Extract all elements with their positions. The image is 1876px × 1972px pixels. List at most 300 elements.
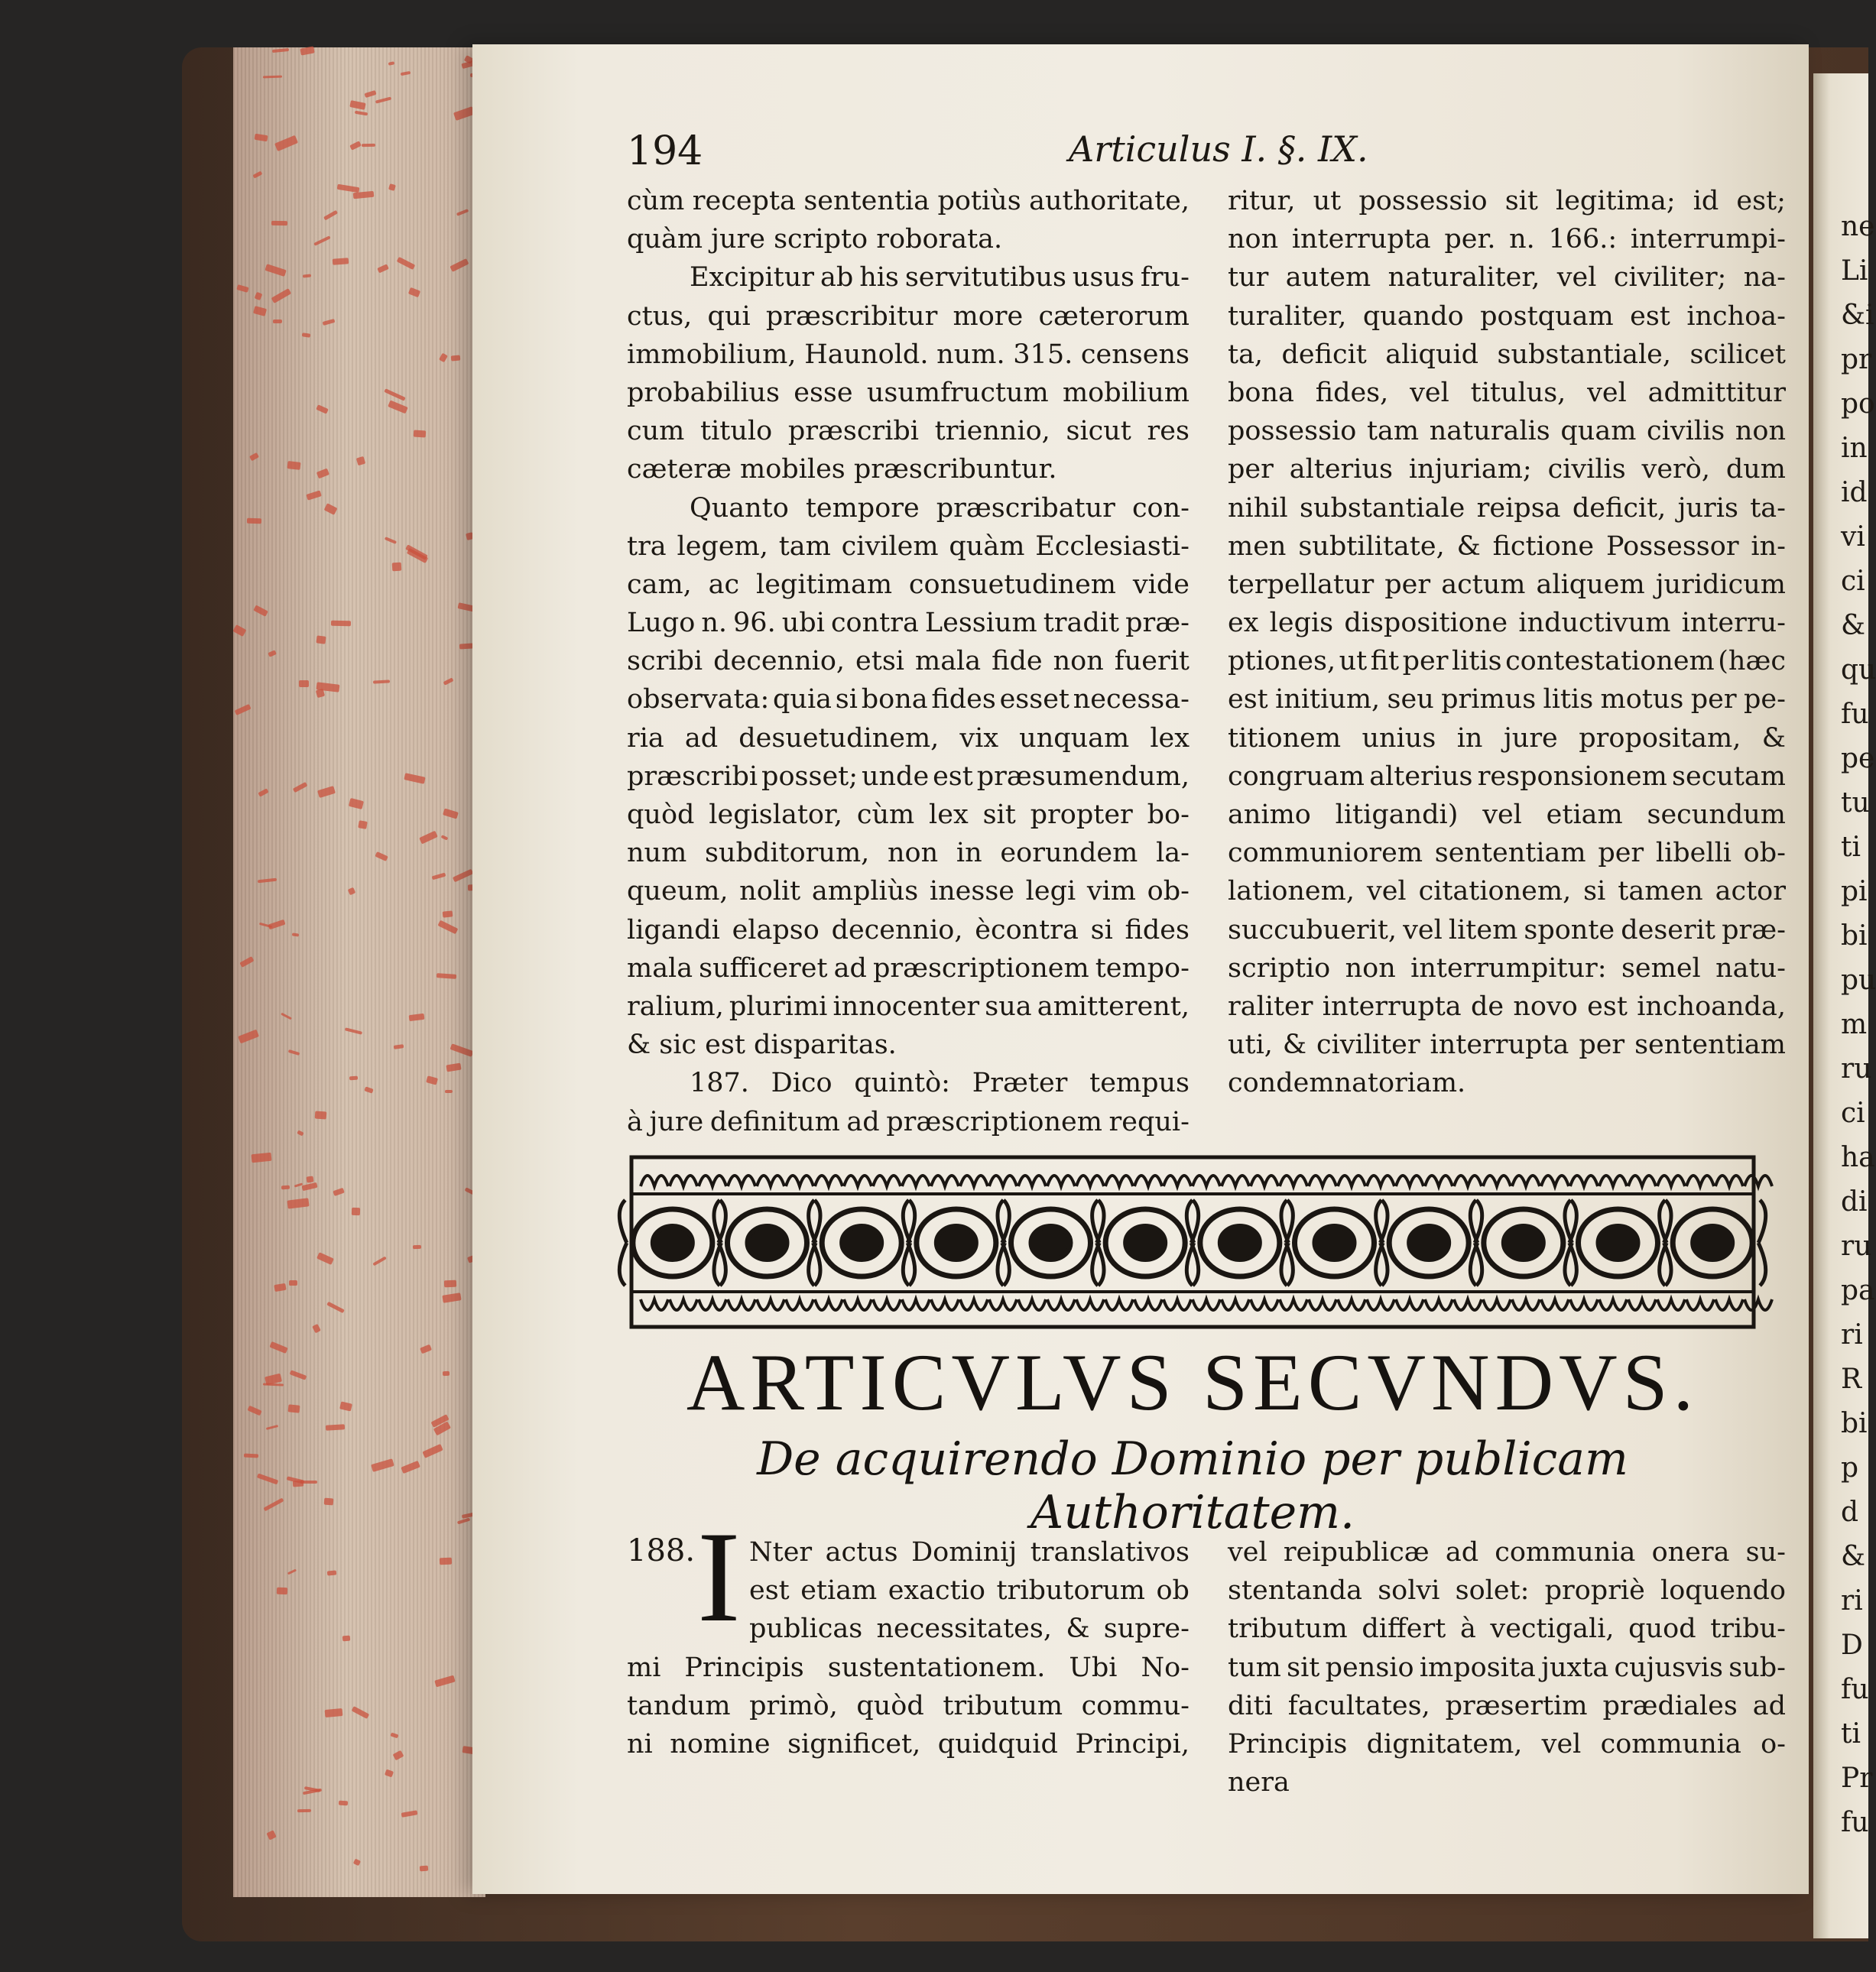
edge-speck (456, 209, 469, 216)
ornament-scroll (1512, 1299, 1540, 1310)
text-line: quàm jure scripto roborata. (627, 224, 1003, 255)
ornament-scroll (815, 1176, 842, 1186)
edge-speck (302, 333, 311, 339)
facing-page-letter: & (1841, 1541, 1866, 1572)
edge-speck (339, 1800, 348, 1805)
ornament-scroll (1134, 1176, 1162, 1186)
edge-speck (444, 1280, 456, 1286)
edge-speck (268, 920, 287, 930)
ornament-scroll (1222, 1299, 1249, 1310)
ornament-scroll (1222, 1176, 1249, 1186)
facing-page-letter: pr (1841, 344, 1872, 375)
text-line: queum, nolit ampliùs inesse legi vim ob- (627, 876, 1190, 907)
edge-speck (385, 1769, 394, 1777)
edge-speck (349, 141, 362, 150)
edge-speck (443, 910, 453, 917)
ornament-scroll (1047, 1299, 1075, 1310)
ornament-scroll (1425, 1176, 1452, 1186)
ornament-scroll (989, 1176, 1017, 1186)
ornament-medallion-center (1031, 1226, 1071, 1260)
ornament-scroll (1105, 1299, 1133, 1310)
text-line: ritur, ut possessio sit legitima; id est; (1228, 186, 1786, 216)
text-line: cæteræ mobiles præscribuntur. (627, 454, 1057, 485)
edge-speck (348, 887, 356, 896)
ornament-scroll (1338, 1176, 1365, 1186)
edge-speck (331, 621, 351, 626)
section-left-column (627, 1533, 1190, 1763)
text-line: Quanto tempore præscribatur con- (690, 492, 1190, 524)
edge-speck (450, 259, 469, 273)
text-line: cum titulo præscribi triennio, sicut res (627, 416, 1190, 447)
ornament-scroll (641, 1299, 668, 1310)
ornament-scroll (1657, 1299, 1685, 1310)
ornament-scroll (786, 1176, 813, 1186)
ornament-scroll (1396, 1299, 1423, 1310)
edge-speck (409, 1014, 424, 1021)
edge-speck (324, 1708, 342, 1717)
ornament-scroll (1047, 1176, 1075, 1186)
edge-speck (339, 1402, 352, 1413)
ornament-medallion-center (1504, 1226, 1543, 1260)
text-line: communiorem sententiam per libelli ob- (1228, 838, 1786, 869)
edge-speck (351, 1706, 368, 1719)
ornament-scroll (844, 1176, 871, 1186)
facing-page-letter: vi (1841, 521, 1865, 553)
edge-speck (365, 1086, 374, 1093)
text-line: publicas necessitates, & supre- (749, 1614, 1190, 1645)
ornament-scroll (1483, 1299, 1511, 1310)
edge-speck (413, 430, 425, 438)
edge-speck (355, 456, 365, 465)
edge-speck (253, 605, 268, 617)
edge-speck (378, 264, 389, 273)
facing-page-letter: po (1841, 388, 1875, 420)
edge-speck (441, 835, 449, 840)
ornament-scroll (1599, 1299, 1627, 1310)
edge-speck (249, 452, 259, 462)
text-line: & sic est disparitas. (627, 1030, 897, 1061)
book-page (472, 44, 1809, 1894)
drop-cap: I (697, 1505, 741, 1649)
ornament-scroll (699, 1176, 726, 1186)
edge-speck (244, 1454, 258, 1458)
facing-page-letter: ri (1841, 1319, 1863, 1351)
text-line: nihil substantiale reipsa deficit, juris ta- (1228, 492, 1786, 524)
facing-page-letter: Pr (1841, 1763, 1873, 1794)
ornament-medallion-center (1598, 1226, 1638, 1260)
running-head: Articulus I. §. IX. (1069, 128, 1368, 170)
ornament-medallion-center (842, 1226, 881, 1260)
ornament-scroll (1280, 1299, 1307, 1310)
text-line: ctus, qui præscribitur more cæterorum (627, 300, 1190, 332)
edge-speck (350, 100, 367, 110)
edge-speck (300, 46, 314, 55)
edge-speck (459, 643, 473, 649)
text-line: possessio tam naturalis quam civilis non (1228, 416, 1786, 447)
edge-speck (254, 134, 268, 142)
edge-speck (453, 106, 475, 121)
edge-speck (287, 461, 301, 470)
ornament-scroll (1745, 1299, 1772, 1310)
edge-speck (306, 491, 322, 501)
text-line: observata: quia si bona fides esset necessa- (627, 684, 1190, 715)
edge-speck (333, 258, 349, 265)
ornament-scroll (815, 1299, 842, 1310)
edge-speck (326, 1302, 345, 1314)
edge-speck (263, 1497, 284, 1511)
edge-speck (390, 1732, 398, 1738)
text-line: stentanda solvi solet: propriè loquendo (1228, 1575, 1786, 1607)
edge-speck (252, 171, 262, 179)
text-line: tra legem, tam civilem quàm Ecclesiasti- (627, 530, 1190, 562)
text-line: vel reipublicæ ad communia onera su- (1228, 1537, 1786, 1568)
text-line: scriptio non interrumpitur: semel natu- (1228, 952, 1786, 984)
edge-speck (271, 221, 287, 225)
edge-speck (272, 48, 289, 53)
text-line: animo litigandi) vel etiam secundum (1228, 800, 1786, 830)
edge-speck (440, 1558, 453, 1565)
ornament-scroll (1396, 1176, 1423, 1186)
edge-speck (324, 1497, 333, 1505)
edge-speck (353, 1859, 361, 1867)
edge-speck (434, 1675, 455, 1688)
facing-page-letter: fu (1841, 1807, 1869, 1838)
text-line: condemnatoriam. (1228, 1068, 1466, 1099)
facing-page-letter: fu (1841, 699, 1869, 730)
ornament-scroll (873, 1176, 901, 1186)
ornament-band (625, 1147, 1760, 1338)
text-line: lationem, vel citationem, si tamen actor (1228, 876, 1786, 907)
article-subtitle: De acquirendo Dominio per publicam Authoritatem. (757, 1432, 1628, 1539)
edge-speck (292, 932, 300, 936)
ornament-scroll (1657, 1176, 1685, 1186)
edge-speck (426, 1076, 438, 1086)
edge-speck (290, 1370, 307, 1380)
edge-speck (293, 782, 308, 793)
ornament-scroll (1164, 1176, 1191, 1186)
edge-speck (401, 71, 411, 76)
ornament-medallion-center (1693, 1226, 1732, 1260)
edge-speck (307, 1176, 314, 1183)
edge-speck (316, 1252, 334, 1265)
edge-speck (443, 808, 459, 819)
ornament-scroll (1251, 1176, 1278, 1186)
text-line: est etiam exactio tributorum ob (749, 1575, 1190, 1607)
edge-speck (236, 284, 248, 293)
text-line: num subditorum, non in eorundem la- (627, 838, 1190, 869)
ornament-scroll (1018, 1176, 1046, 1186)
text-line: raliter interrupta de novo est inchoanda, (1228, 991, 1786, 1022)
edge-speck (333, 1188, 344, 1196)
ornament-scroll (1309, 1299, 1336, 1310)
ornament-scroll (931, 1176, 959, 1186)
text-line: succubuerit, vel litem sponte deserit præ- (1228, 914, 1786, 945)
ornament-scroll (1367, 1176, 1394, 1186)
facing-page-letter: m (1841, 1009, 1868, 1040)
facing-page-letter: Li (1841, 255, 1868, 287)
text-line: non interrupta per. n. 166.: interrumpi- (1228, 224, 1786, 255)
edge-speck (388, 400, 408, 414)
ornament-scroll (960, 1176, 988, 1186)
text-line: ralium, plurimi innocenter sua amitterent, (627, 991, 1190, 1022)
edge-speck (323, 319, 336, 326)
edge-speck (277, 1588, 288, 1594)
ornament-scroll (757, 1299, 784, 1310)
text-line: tributum differt à vectigali, quod tribu- (1228, 1614, 1786, 1645)
edge-speck (239, 956, 254, 968)
edge-speck (349, 798, 364, 809)
facing-page-letter: id (1841, 477, 1868, 508)
facing-page-letter: p (1841, 1452, 1859, 1484)
text-line: præscribi posset; unde est præsumendum, (627, 761, 1190, 792)
edge-speck (443, 677, 454, 685)
text-line: tandum primò, quòd tributum commu- (627, 1690, 1190, 1721)
ornament-scroll (1454, 1176, 1482, 1186)
ornament-scroll (1628, 1299, 1656, 1310)
edge-speck (442, 1293, 461, 1304)
ornament-scroll (1251, 1299, 1278, 1310)
edge-speck (408, 287, 420, 298)
facing-page-fragment (1813, 73, 1876, 1938)
edge-speck (420, 1866, 428, 1871)
edge-speck (401, 1810, 417, 1817)
text-line: Lugo n. 96. ubi contra Lessium tradit præ- (627, 608, 1190, 639)
facing-page-letter: pu (1841, 965, 1876, 996)
ornament-scroll (1454, 1299, 1482, 1310)
ornament-scroll (931, 1299, 959, 1310)
text-line: turaliter, quando postquam est inchoa- (1228, 300, 1786, 332)
facing-page-letter: ri (1841, 1585, 1863, 1617)
edge-speck (256, 1473, 278, 1484)
edge-speck (375, 851, 388, 861)
edge-speck (372, 1257, 386, 1267)
text-line: cùm recepta sententia potiùs authoritate, (627, 186, 1190, 216)
edge-speck (314, 236, 332, 247)
edge-speck (349, 1076, 358, 1081)
ornament-scroll (1193, 1299, 1220, 1310)
facing-page-letter: fu (1841, 1674, 1869, 1705)
facing-page-letter: ha (1841, 1142, 1875, 1173)
edge-speck (288, 1404, 300, 1413)
facing-page-letter: bi (1841, 1408, 1868, 1439)
ornament-scroll (989, 1299, 1017, 1310)
ornament-scroll (670, 1299, 697, 1310)
edge-speck (274, 1283, 287, 1293)
ornament-medallion-center (1315, 1226, 1355, 1260)
ornament-medallion-center (1125, 1226, 1165, 1260)
edge-speck (281, 1185, 290, 1189)
facing-page-letter: R (1841, 1364, 1862, 1395)
edge-speck (267, 1830, 277, 1840)
ornament-scroll (1105, 1176, 1133, 1186)
edge-speck (326, 1424, 346, 1430)
text-line: immobilium, Haunold. num. 315. censens (627, 339, 1190, 370)
ornament-scroll (1599, 1176, 1627, 1186)
edge-speck (442, 1371, 449, 1376)
edge-speck (303, 274, 311, 278)
facing-page-letter: ne (1841, 211, 1875, 242)
edge-speck (337, 184, 360, 193)
edge-speck (287, 1569, 297, 1575)
edge-speck (355, 111, 368, 116)
ornament-scroll (1541, 1176, 1569, 1186)
edge-speck (271, 288, 291, 303)
ornament-scroll (1483, 1176, 1511, 1186)
edge-speck (446, 1063, 463, 1072)
text-line: ex legis dispositione inductivum interru- (1228, 608, 1786, 639)
facing-page-letter: ti (1841, 1718, 1861, 1750)
ornament-scroll (1134, 1299, 1162, 1310)
facing-page-letter: in (1841, 433, 1868, 464)
facing-page-letter: bi (1841, 920, 1868, 952)
edge-speck (388, 183, 396, 191)
edge-speck (384, 388, 406, 401)
edge-speck (263, 75, 282, 78)
text-line: quòd legislator, cùm lex sit propter bo- (627, 800, 1190, 830)
paragraph-number: 188. (627, 1533, 696, 1568)
edge-speck (361, 144, 375, 148)
edge-speck (232, 624, 246, 637)
ornament-scroll (1686, 1176, 1714, 1186)
edge-speck (247, 1405, 261, 1416)
ornament-scroll (1715, 1176, 1743, 1186)
ornament-scroll (786, 1299, 813, 1310)
edge-speck (451, 355, 461, 361)
edge-speck (401, 1461, 420, 1474)
text-line: men subtilitate, & fictione Possessor in- (1228, 530, 1786, 562)
text-line: terpellatur per actum aliquem juridicum (1228, 569, 1786, 600)
text-line: titionem unius in jure propositam, & (1228, 722, 1786, 754)
ornament-scroll (1425, 1299, 1452, 1310)
text-line: Excipitur ab his servitutibus usus fru- (690, 262, 1190, 294)
edge-speck (316, 468, 329, 478)
text-line: ptiones, ut fit per litis contestationem (hæc (1228, 646, 1786, 677)
text-line: ta, deficit aliquid substantiale, scilicet (1228, 339, 1786, 370)
edge-speck (388, 61, 394, 66)
facing-page-letter: qu (1841, 654, 1876, 686)
facing-page-letter: ti (1841, 832, 1861, 863)
edge-speck (373, 680, 390, 684)
text-line: bona fides, vel titulus, vel admittitur (1228, 377, 1786, 408)
edge-speck (358, 820, 367, 829)
facing-page-letter: D (1841, 1630, 1863, 1661)
text-line: scribi decennio, etsi mala fide non fuerit (627, 646, 1190, 677)
ornament-scroll (1745, 1176, 1772, 1186)
edge-speck (301, 1182, 317, 1190)
ornament-scroll (757, 1176, 784, 1186)
ornament-scroll (1076, 1176, 1104, 1186)
text-line: congruam alterius responsionem secutam (1228, 761, 1786, 792)
ornament-medallion-center (936, 1226, 976, 1260)
ornament-scroll (728, 1299, 755, 1310)
edge-speck (266, 1425, 278, 1430)
text-line: Principis dignitatem, vel communia o- (1228, 1728, 1786, 1760)
edge-speck (452, 868, 472, 881)
edge-speck (246, 518, 261, 524)
edge-speck (432, 872, 446, 880)
facing-page-letter: pi (1841, 876, 1868, 907)
edge-speck (289, 1280, 298, 1286)
ornament-scroll (873, 1299, 901, 1310)
edge-speck (345, 1028, 362, 1035)
edge-speck (235, 704, 252, 715)
ornament-scroll (1076, 1299, 1104, 1310)
page-block-edge (233, 47, 485, 1897)
facing-page-letter: di (1841, 1186, 1868, 1218)
edge-speck (392, 563, 401, 572)
text-line: mala sufficeret ad præscriptionem tempo- (627, 952, 1190, 984)
edge-speck (258, 788, 268, 796)
text-line: per alterius injuriam; civilis verò, dum (1228, 454, 1786, 485)
edge-speck (297, 1130, 303, 1137)
edge-speck (317, 786, 336, 798)
ornament-scroll (1309, 1176, 1336, 1186)
edge-speck (269, 1341, 288, 1354)
edge-speck (371, 1458, 394, 1472)
text-line: 187. Dico quintò: Præter tempus (690, 1068, 1190, 1099)
ornament-scroll (1570, 1299, 1598, 1310)
text-line: mi Principis sustentationem. Ubi No- (627, 1652, 1190, 1683)
edge-speck (297, 1809, 311, 1813)
facing-page-letter: pa (1841, 1275, 1875, 1306)
left-text-column (627, 182, 1190, 1141)
edge-speck (423, 1444, 443, 1458)
ornament-scroll (1164, 1299, 1191, 1310)
edge-speck (397, 257, 416, 270)
edge-speck (299, 680, 309, 687)
edge-speck (253, 306, 267, 316)
text-line: tum sit pensio imposita juxta cujusvis sub- (1228, 1652, 1786, 1683)
facing-page-letter: pe (1841, 743, 1875, 774)
edge-speck (457, 1518, 470, 1525)
ornament-medallion-center (653, 1226, 693, 1260)
ornament-scroll (1193, 1176, 1220, 1186)
article-title: ARTICVLVS SECVNDVS. (686, 1338, 1699, 1427)
ornament-scroll (670, 1176, 697, 1186)
edge-speck (316, 636, 326, 645)
facing-page-letter: & (1841, 610, 1866, 641)
text-line: ni nomine significet, quidquid Principi, (627, 1728, 1190, 1760)
text-line: nera (1228, 1767, 1290, 1798)
edge-speck (420, 1344, 432, 1353)
edge-speck (255, 292, 263, 300)
ornament-scroll (844, 1299, 871, 1310)
edge-speck (265, 264, 286, 277)
edge-speck (258, 878, 277, 883)
facing-page-letter: ci (1841, 1098, 1865, 1129)
edge-speck (326, 1570, 336, 1575)
text-line: diti facultates, præsertim prædiales ad (1228, 1690, 1786, 1721)
edge-speck (393, 1044, 404, 1049)
edge-speck (287, 1198, 310, 1208)
ornament-scroll (641, 1176, 668, 1186)
facing-page-letter: ci (1841, 566, 1865, 597)
ornament-scroll (1512, 1176, 1540, 1186)
text-line: est initium, seu primus litis motus per pe- (1228, 684, 1786, 715)
edge-speck (313, 1324, 322, 1334)
text-line: probabilius esse usumfructum mobilium (627, 377, 1190, 408)
edge-speck (413, 1244, 421, 1248)
text-line: ligandi elapso decennio, ècontra si fides (627, 914, 1190, 945)
edge-speck (273, 319, 282, 323)
text-line: cam, ac legitimam consuetudinem vide (627, 569, 1190, 600)
edge-speck (274, 135, 298, 151)
facing-page-letter: tu (1841, 787, 1870, 819)
text-line: à jure definitum ad præscriptionem requi- (627, 1106, 1190, 1137)
text-line: ria ad desuetudinem, vix unquam lex (627, 722, 1190, 754)
ornament-scroll (699, 1299, 726, 1310)
edge-speck (281, 1013, 292, 1020)
